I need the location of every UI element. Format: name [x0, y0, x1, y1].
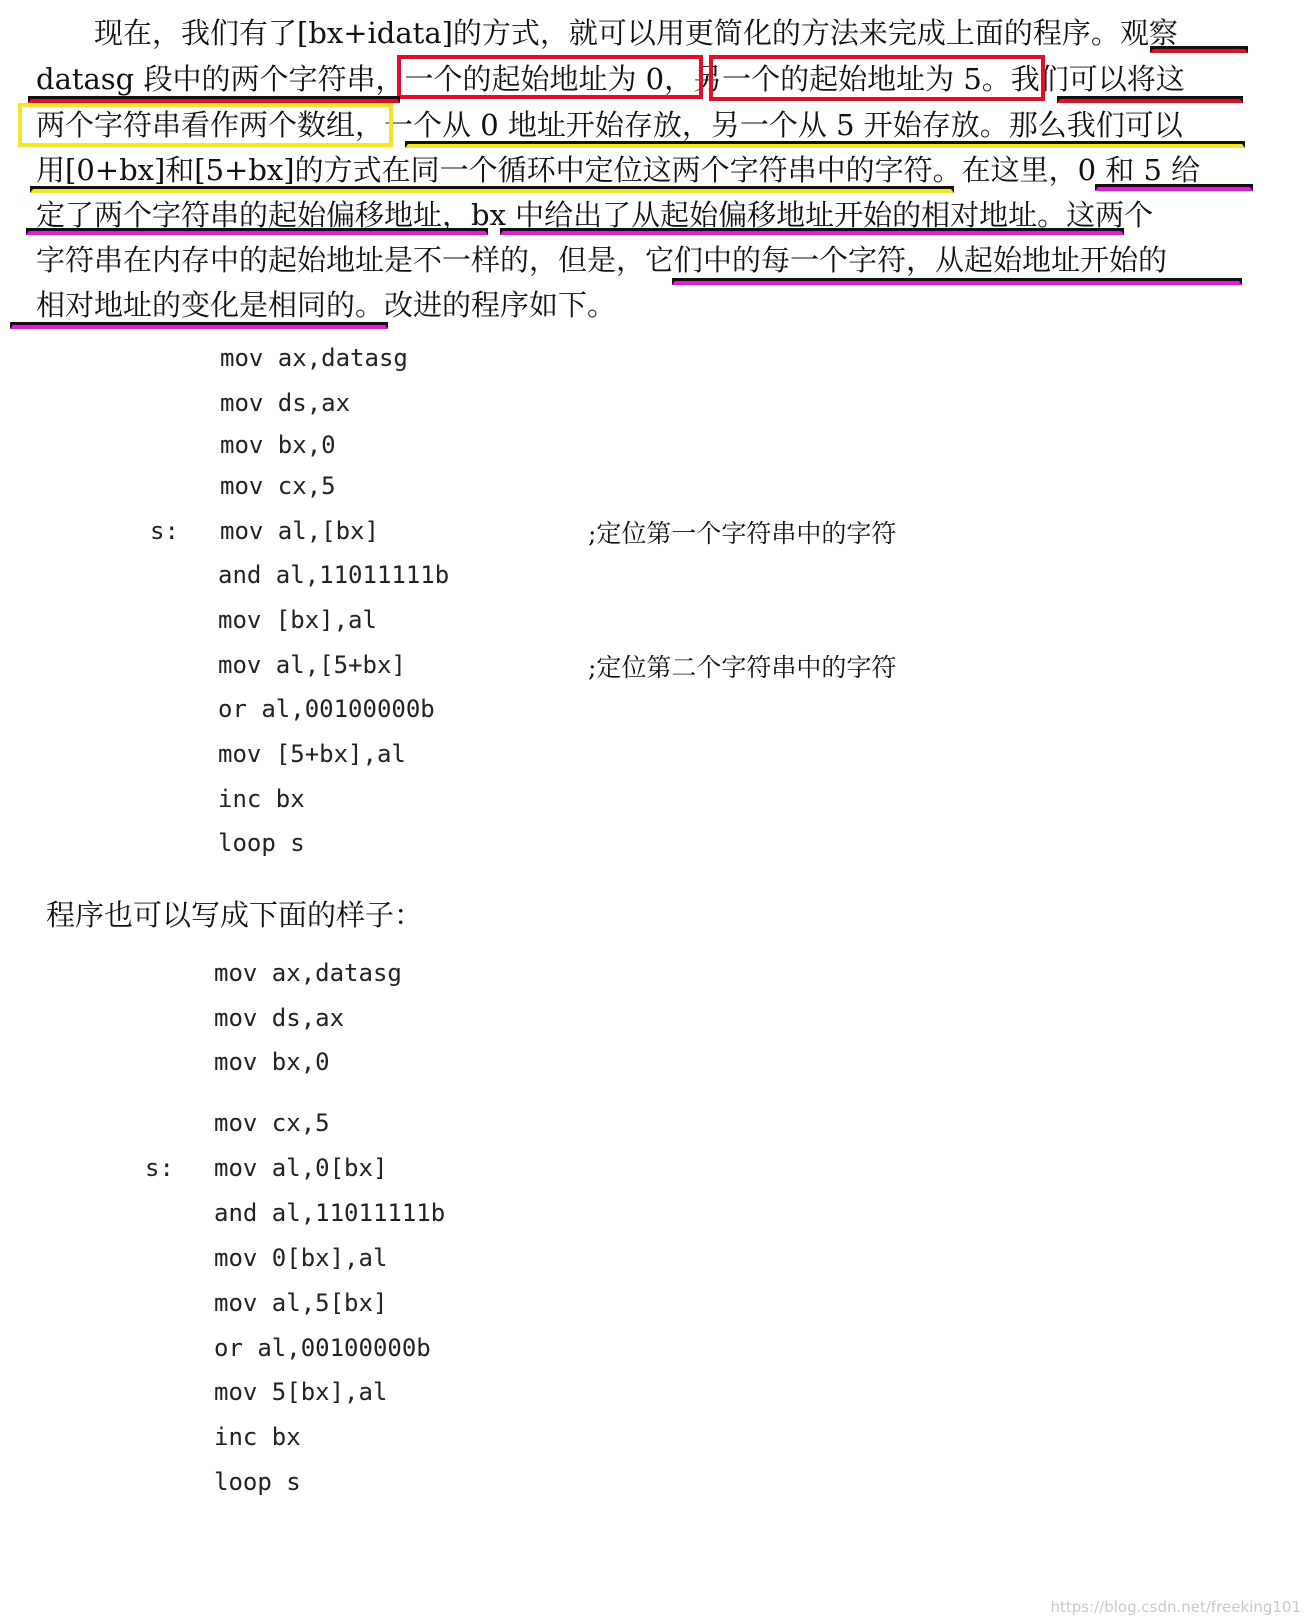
code-line: mov cx,5 — [214, 1109, 330, 1137]
code-line: mov 0[bx],al — [214, 1244, 388, 1272]
paragraph-line: 两个字符串看作两个数组，一个从 0 地址开始存放，另一个从 5 开始存放。那么我们可以 — [36, 108, 1183, 142]
yellow-underline-annotation — [30, 186, 954, 193]
red-underline-annotation — [1057, 96, 1243, 103]
paragraph-line: 相对地址的变化是相同的。改进的程序如下。 — [36, 288, 617, 322]
red-underline-annotation — [28, 96, 400, 103]
code-line: mov al,[bx] — [220, 517, 379, 545]
code-line: mov bx,0 — [220, 431, 336, 459]
loop-label: s: — [150, 517, 179, 545]
paragraph-line: 字符串在内存中的起始地址是不一样的，但是，它们中的每一个字符，从起始地址开始的 — [36, 243, 1168, 277]
code-line: mov cx,5 — [220, 472, 336, 500]
code-comment: ;定位第一个字符串中的字符 — [588, 519, 897, 548]
magenta-underline-annotation — [1095, 184, 1253, 191]
code-comment: ;定位第二个字符串中的字符 — [588, 653, 897, 682]
code-line: mov ax,datasg — [220, 344, 408, 372]
code-line: mov ds,ax — [214, 1004, 345, 1032]
subheading: 程序也可以写成下面的样子： — [46, 898, 424, 932]
code-line: loop s — [218, 829, 305, 857]
code-line: mov [5+bx],al — [218, 740, 406, 768]
code-line: mov [bx],al — [218, 606, 377, 634]
code-line: inc bx — [218, 785, 305, 813]
paragraph-line: 定了两个字符串的起始偏移地址，bx 中给出了从起始偏移地址开始的相对地址。这两个 — [36, 198, 1154, 232]
code-line: mov al,5[bx] — [214, 1289, 388, 1317]
code-line: and al,11011111b — [218, 561, 450, 589]
magenta-underline-annotation — [500, 228, 1124, 235]
magenta-underline-annotation — [10, 322, 388, 329]
code-line: mov 5[bx],al — [214, 1378, 388, 1406]
code-line: loop s — [214, 1468, 301, 1496]
yellow-underline-annotation — [405, 141, 1245, 148]
code-line: mov ax,datasg — [214, 959, 402, 987]
code-line: or al,00100000b — [218, 695, 435, 723]
red-box-annotation — [709, 55, 1045, 101]
code-line: or al,00100000b — [214, 1334, 431, 1362]
paragraph-line: 现在，我们有了[bx+idata]的方式，就可以用更简化的方法来完成上面的程序。观察 — [36, 16, 1178, 50]
red-underline-annotation — [1150, 46, 1248, 53]
magenta-underline-annotation — [672, 278, 1242, 285]
code-line: mov bx,0 — [214, 1048, 330, 1076]
code-line: and al,11011111b — [214, 1199, 446, 1227]
code-line: mov ds,ax — [220, 389, 351, 417]
magenta-underline-annotation — [26, 228, 488, 235]
code-line: mov al,[5+bx] — [218, 651, 406, 679]
red-box-annotation — [397, 55, 703, 99]
loop-label: s: — [145, 1154, 174, 1182]
code-line: mov al,0[bx] — [214, 1154, 388, 1182]
paragraph-line: 用[0+bx]和[5+bx]的方式在同一个循环中定位这两个字符串中的字符。在这里，0 和 5 给 — [36, 153, 1201, 187]
yellow-box-annotation — [18, 103, 393, 147]
paragraph-line: datasg 段中的两个字符串，一个的起始地址为 0，另一个的起始地址为 5。我们可以将这 — [36, 62, 1185, 96]
watermark: https://blog.csdn.net/freeking101 — [1050, 1598, 1301, 1616]
code-line: inc bx — [214, 1423, 301, 1451]
